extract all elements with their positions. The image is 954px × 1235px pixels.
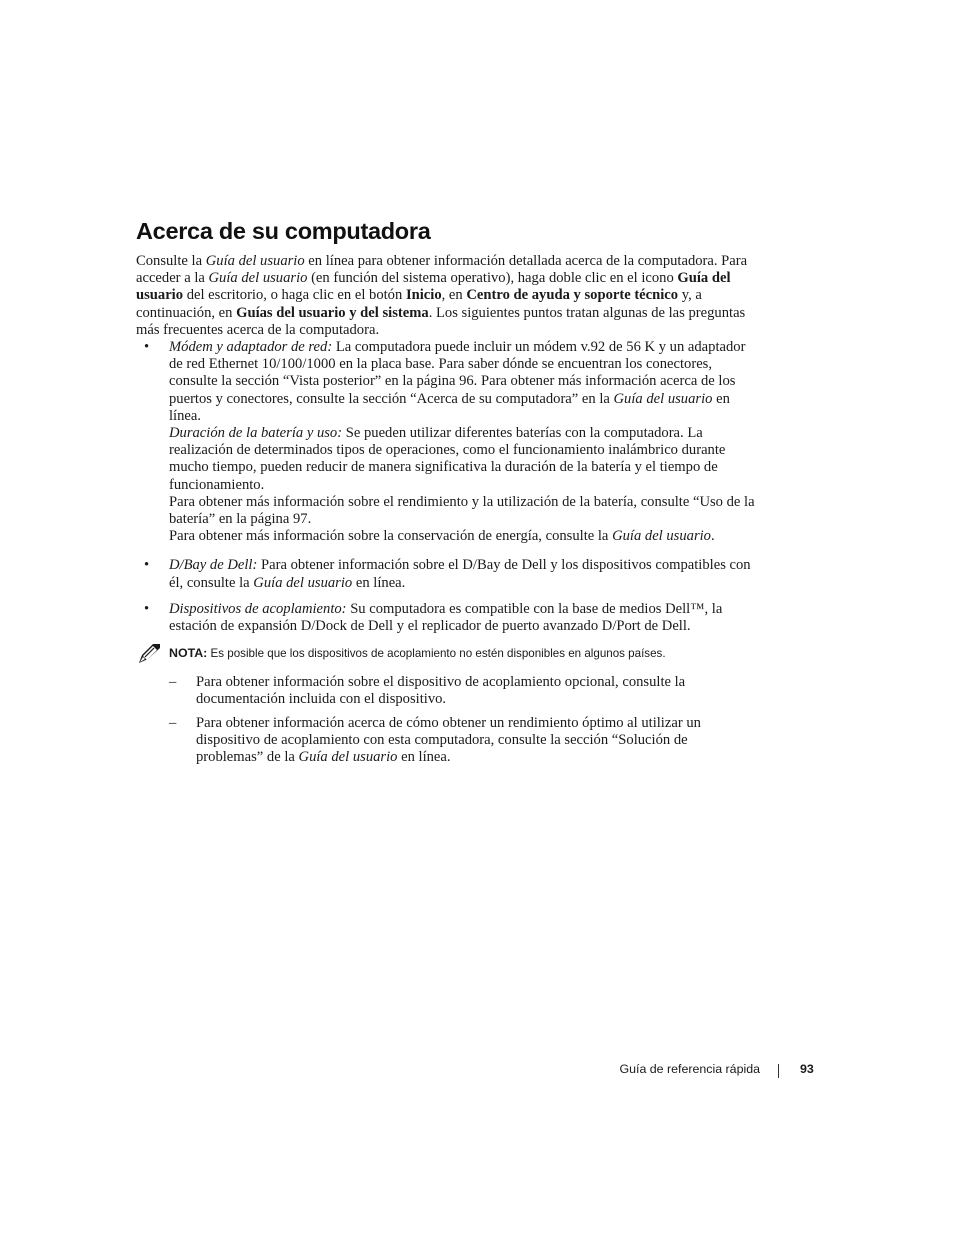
dash-text: Para obtener información sobre el dispositivo de acoplamiento opcional, consulte la documentación incluida con el dispositivo. bbox=[196, 674, 686, 708]
dash-text bbox=[196, 715, 756, 767]
intro-bold-term: Inicio bbox=[405, 287, 442, 304]
dash-body: en línea. bbox=[397, 749, 451, 766]
page-title: Acerca de su computadora bbox=[136, 218, 431, 244]
battery-paragraph bbox=[136, 425, 756, 494]
sub-body: Para obtener más información sobre la conservación de energía, consulte la bbox=[169, 528, 613, 545]
bullet-docking bbox=[136, 601, 756, 635]
note-text bbox=[169, 644, 756, 663]
bullet-text bbox=[169, 601, 756, 635]
intro-bold-term: Centro de ayuda y soporte técnico bbox=[466, 287, 679, 304]
energy-paragraph bbox=[136, 528, 756, 545]
intro-italic-guide: Guía del usuario bbox=[208, 270, 308, 287]
bullet-body: La computadora puede incluir un módem v.92 de 56 K y un adaptador de red Ethernet 10/100/1000 en la placa base. Para saber dónde se encuentran los conectores, consulte la sección “Vista posterior” en la página 96. Para obtener más información acerca de los puertos y conectores, consulte la sección “Acerca de su computadora” en la bbox=[169, 339, 746, 407]
intro-text: (en función del sistema operativo), haga doble clic en el icono bbox=[307, 270, 678, 287]
footer-separator bbox=[778, 1064, 779, 1078]
battery-usage-paragraph: Para obtener más información sobre el rendimiento y la utilización de la batería, consulte “Uso de la batería” en la página 97. bbox=[169, 493, 755, 528]
dash-italic-guide: Guía del usuario bbox=[298, 749, 398, 766]
bullet-body: en línea. bbox=[169, 390, 730, 424]
bullet-dbay bbox=[136, 557, 756, 591]
sub-body: . bbox=[710, 528, 715, 545]
footer-guide-title: Guía de referencia rápida bbox=[619, 1062, 760, 1076]
dash-item-performance bbox=[136, 715, 756, 767]
sub-italic-guide: Guía del usuario bbox=[612, 528, 711, 545]
bullet-body: en línea. bbox=[352, 574, 406, 591]
bullet-body: Su computadora es compatible con la base de medios Dell™, la estación de expansión D/Dock de Dell y el replicador de puerto avanzado D/Port de Dell. bbox=[169, 600, 723, 635]
pencil-note-icon bbox=[138, 642, 162, 664]
bullet-label: Módem y adaptador de red: bbox=[169, 339, 333, 356]
body-text bbox=[136, 253, 756, 766]
dash-item-optional bbox=[136, 674, 756, 708]
bullet-modem bbox=[136, 339, 756, 425]
page-number: 93 bbox=[800, 1062, 814, 1076]
dash-marker: – bbox=[169, 674, 177, 691]
bullet-label: Dispositivos de acoplamiento: bbox=[169, 600, 347, 617]
bullet-label: D/Bay de Dell: bbox=[169, 557, 258, 574]
bullet-marker: • bbox=[144, 339, 150, 356]
bullet-text bbox=[169, 557, 756, 591]
note-box bbox=[136, 644, 756, 668]
intro-bold-term: Guía del usuario bbox=[136, 270, 731, 304]
intro-italic-guide: Guía del usuario bbox=[205, 253, 305, 269]
note-body: Es posible que los dispositivos de acoplamiento no estén disponibles en algunos países. bbox=[207, 647, 666, 661]
bullet-italic-guide: Guía del usuario bbox=[613, 390, 713, 407]
bullet-body: Para obtener información sobre el D/Bay de Dell y los dispositivos compatibles con él, consulte la bbox=[169, 557, 751, 591]
intro-text: . Los siguientes puntos tratan algunas de las preguntas más frecuentes acerca de la computadora. bbox=[136, 304, 746, 338]
note-label: NOTA: bbox=[169, 646, 208, 661]
bullet-text bbox=[169, 339, 756, 425]
intro-text: Consulte la bbox=[136, 253, 206, 269]
bullet-italic-guide: Guía del usuario bbox=[253, 574, 353, 591]
intro-bold-term: Guías del usuario y del sistema bbox=[236, 304, 429, 321]
dash-marker: – bbox=[169, 714, 177, 731]
sub-body: Se pueden utilizar diferentes baterías con la computadora. La realización de determinados tipos de operaciones, como el funcionamiento inalámbrico durante mucho tiempo, pueden reducir de manera significativa la duración de la batería y el tiempo de funcionamiento. bbox=[169, 425, 726, 493]
intro-paragraph bbox=[136, 253, 756, 339]
bullet-marker: • bbox=[144, 600, 150, 617]
intro-text: del escritorio, o haga clic en el botón bbox=[183, 287, 406, 304]
intro-text: y, a continuación, en bbox=[136, 287, 702, 321]
bullet-marker: • bbox=[144, 557, 150, 574]
dash-body: Para obtener información acerca de cómo obtener un rendimiento óptimo al utilizar un dispositivo de acoplamiento con esta computadora, consulte la sección “Solución de problemas” de la bbox=[196, 714, 701, 766]
intro-text: , en bbox=[441, 287, 467, 304]
intro-text: en línea para obtener información detallada acerca de la computadora. Para acceder a la bbox=[136, 253, 748, 287]
sub-label: Duración de la batería y uso: bbox=[169, 425, 343, 442]
